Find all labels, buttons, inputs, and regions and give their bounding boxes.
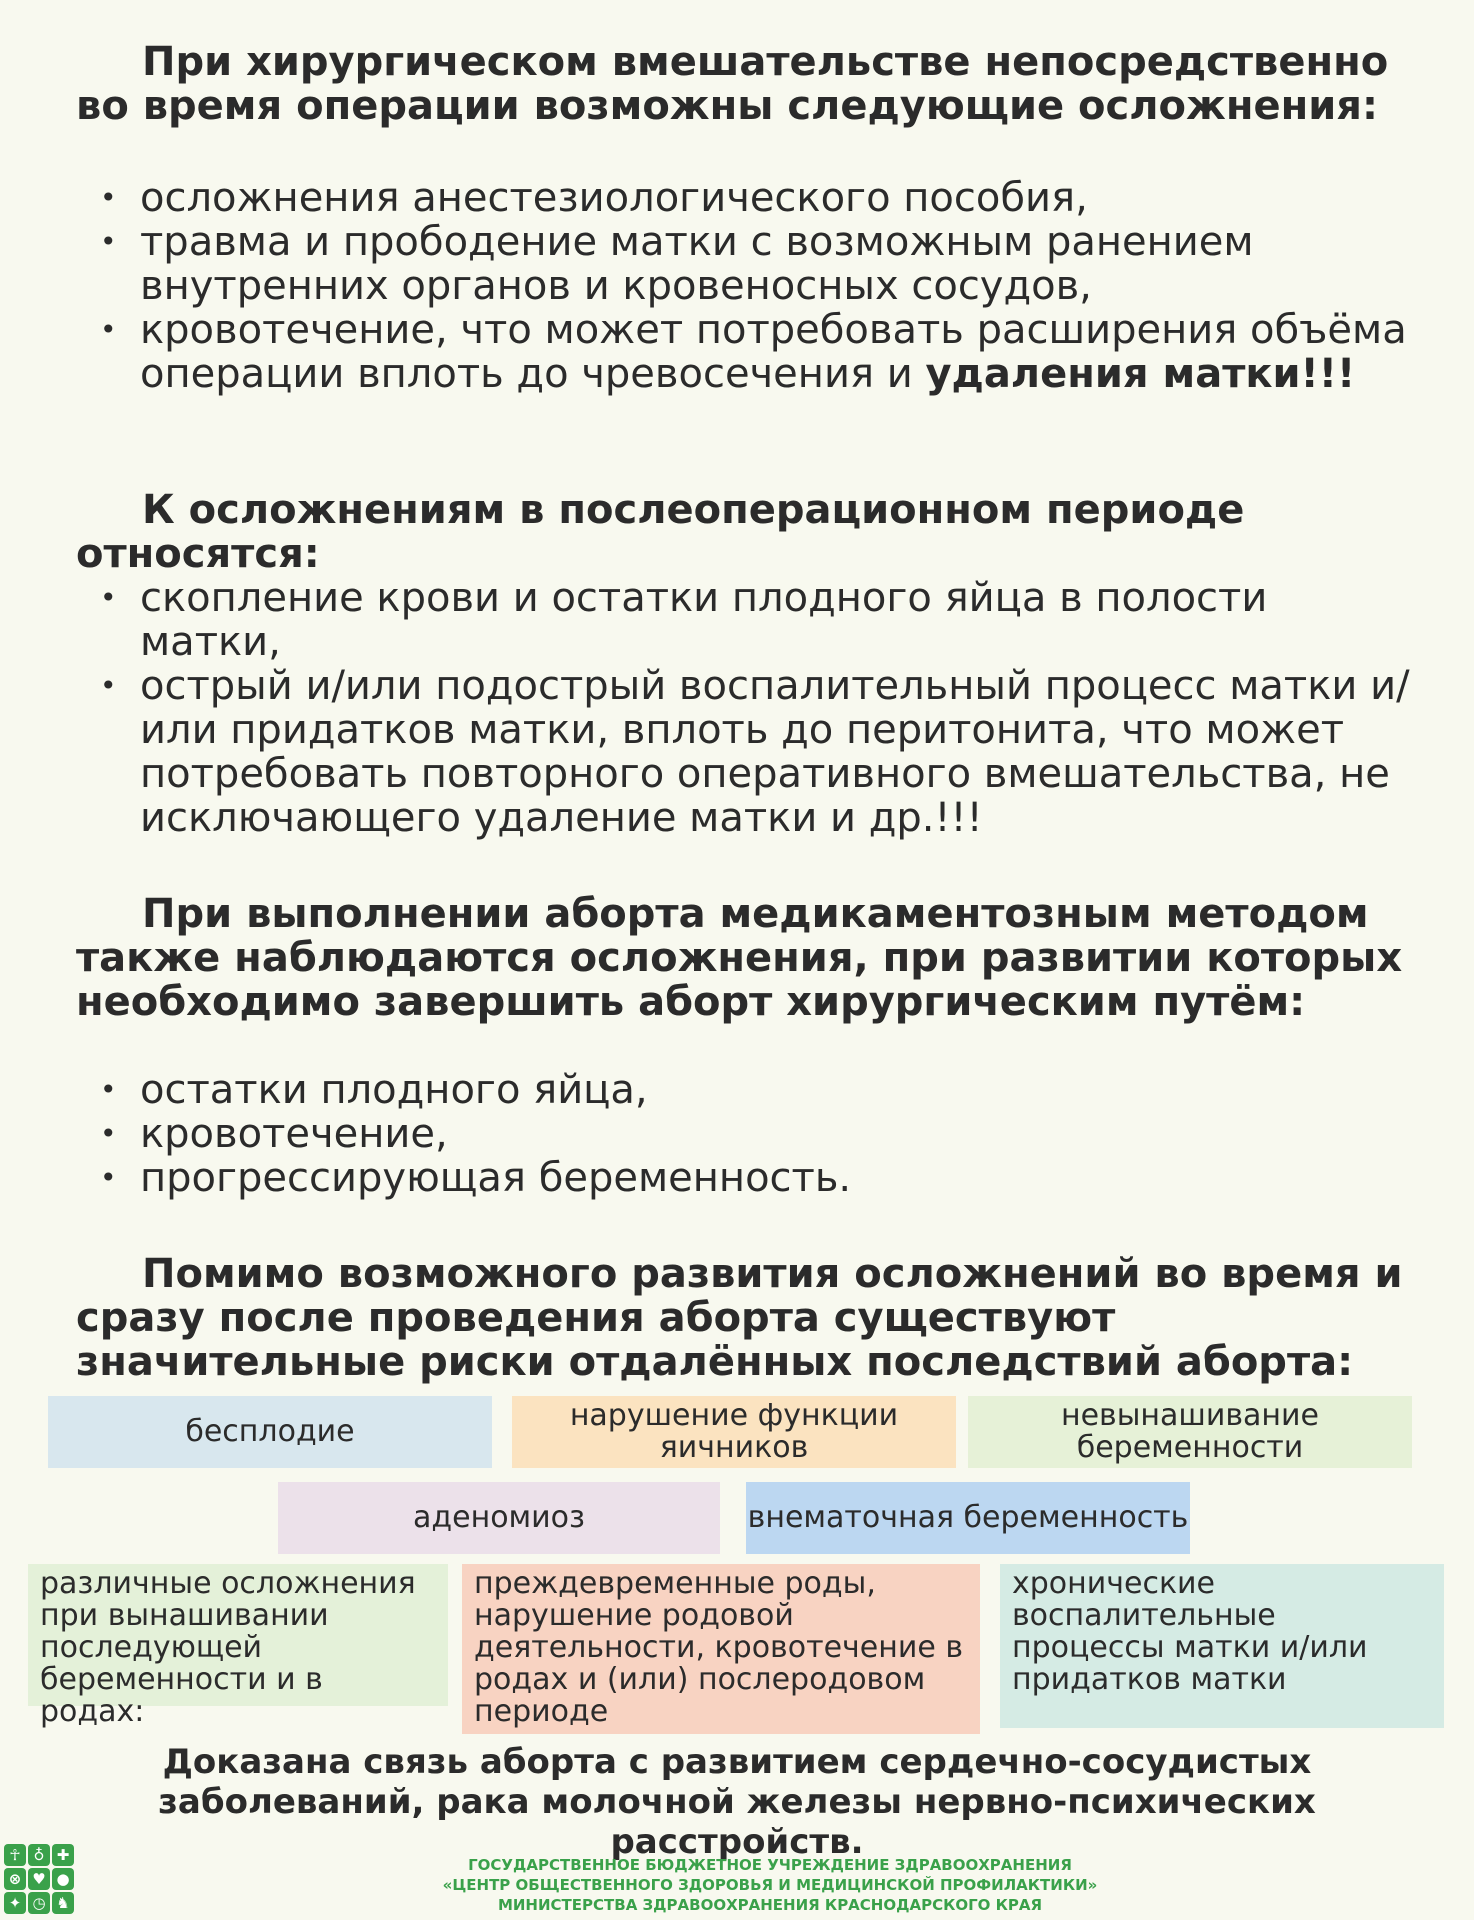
risk-box-miscarriage: невынашивание беременности <box>968 1396 1412 1468</box>
risk-box-pregnancy-complications: различные осложнения при вынашивании последующей беременности и в родах: <box>28 1564 448 1706</box>
list-item: • кровотечение, <box>76 1112 1416 1156</box>
health-center-logo-icon: ☥ ♁ ✚ ⊗ ♥ ● ✦ ◷ ♞ <box>0 1840 76 1916</box>
list-item: • кровотечение, что может потребовать расширения объёма операции вплоть до чревосечения и удаления матки!!! <box>76 308 1416 396</box>
list-item: • скопление крови и остатки плодного яйца в полости матки, <box>76 576 1416 664</box>
section2-list <box>76 576 1416 840</box>
risk-box-adenomyosis: аденомиоз <box>278 1482 720 1554</box>
section3-list <box>76 1068 1416 1200</box>
footer-line: МИНИСТЕРСТВА ЗДРАВООХРАНЕНИЯ КРАСНОДАРСКОГО КРАЯ <box>497 1896 1043 1914</box>
list-item: • осложнения анестезиологического пособия, <box>76 176 1416 220</box>
risk-box-chronic-inflammation: хронические воспалительные процессы матки и/или придатков матки <box>1000 1564 1444 1728</box>
section1-list <box>76 176 1416 396</box>
list-item: • остатки плодного яйца, <box>76 1068 1416 1112</box>
footer-organization <box>320 1855 1220 1915</box>
section2-intro: К осложнениям в послеоперационном периоде относятся: <box>76 487 1245 577</box>
risk-box-ectopic-pregnancy: внематочная беременность <box>746 1482 1190 1554</box>
footer-line: ГОСУДАРСТВЕННОЕ БЮДЖЕТНОЕ УЧРЕЖДЕНИЕ ЗДРАВООХРАНЕНИЯ <box>468 1856 1072 1874</box>
list-item: • травма и прободение матки с возможным ранением внутренних органов и кровеносных сосудов, <box>76 220 1416 308</box>
list-item: • прогрессирующая беременность. <box>76 1156 1416 1200</box>
list-item: • острый и/или подострый воспалительный процесс матки и/или придатков матки, вплоть до перитонита, что может потребовать повторного оперативного вмешательства, не исключающего удаление матки и др.!!! <box>76 664 1416 840</box>
risk-box-infertility: бесплодие <box>48 1396 492 1468</box>
footer-line: «ЦЕНТР ОБЩЕСТВЕННОГО ЗДОРОВЬЯ И МЕДИЦИНСКОЙ ПРОФИЛАКТИКИ» <box>442 1876 1098 1894</box>
section1-intro: При хирургическом вмешательстве непосредственно во время операции возможны следующие осложнения: <box>76 39 1389 129</box>
section3-intro: При выполнении аборта медикаментозным методом также наблюдаются осложнения, при развитии которых необходимо завершить аборт хирургическим путём: <box>76 891 1403 1025</box>
section4-intro: Помимо возможного развития осложнений во время и сразу после проведения аборта существуют значительные риски отдалённых последствий аборта: <box>76 1251 1403 1385</box>
risk-box-ovarian-dysfunction: нарушение функции яичников <box>512 1396 956 1468</box>
risk-box-premature-birth: преждевременные роды, нарушение родовой деятельности, кровотечение в родах и (или) послеродовом периоде <box>462 1564 980 1734</box>
bold-warning: удаления матки!!! <box>925 351 1356 397</box>
conclusion-text: Доказана связь аборта с развитием сердечно-сосудистых заболеваний, рака молочной железы нервно-психических расстройств. <box>158 1742 1316 1862</box>
